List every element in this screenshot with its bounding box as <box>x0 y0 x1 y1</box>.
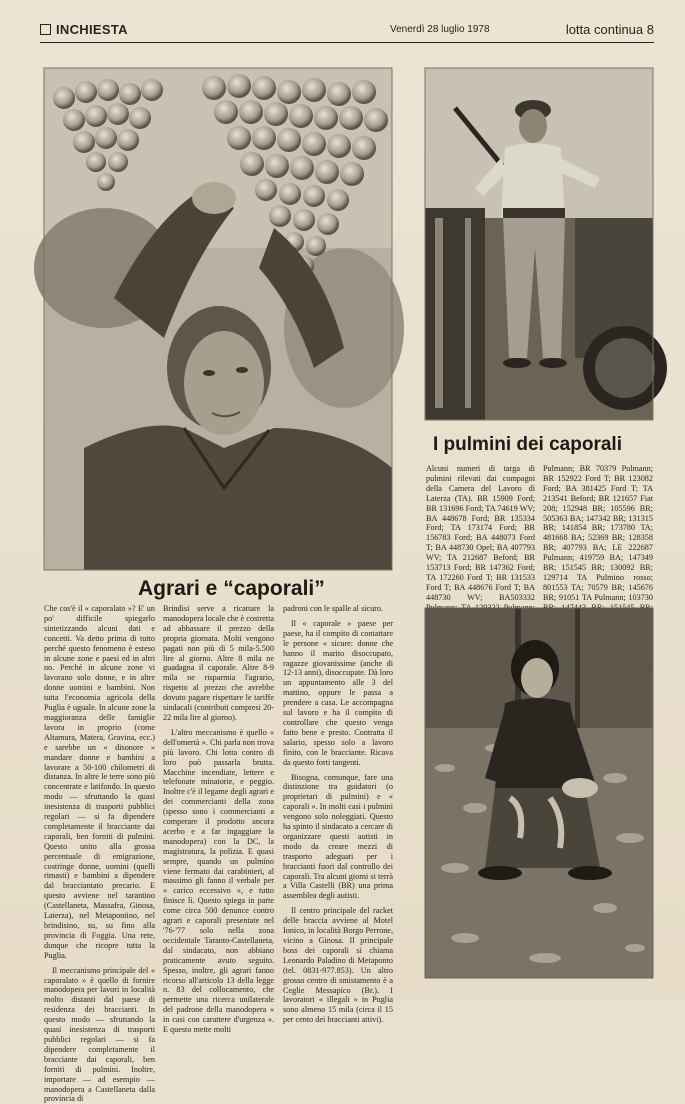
square-icon <box>40 24 51 35</box>
photo-woman-kneeling-field <box>425 608 653 978</box>
headline-pulmini: I pulmini dei caporali <box>433 434 622 455</box>
photo-woman-picking-grapes <box>44 68 392 570</box>
headline-agrari: Agrari e “caporali” <box>138 577 325 600</box>
paragraph: Il « caporale » paese per paese, ha il compito di contattare le persone « sicure: donne che hanno il marito disoccupato, ragazze giovanissime (anche di 12-13 anni), disoccupate. Dà loro un appuntamento alle 3 del mattino, oppure le passa a prendere a casa. Le accompagna sul lavoro e ha il compito di controllare che questo venga fatto bene e presto. Contratta il salario, spesso solo a lavoro finito, con le bracciante. Ricava da questo forti tangenti. <box>283 618 393 767</box>
paragraph: Brindisi serve a ricattare la manodopera locale che è costretta ad abbassare il prezzo della propria giornata. Molti vengono pagati non più di 5 mila-5.500 lire al giorno. Altre 8 mila ne guadagna il caporale. Altre 8-9 mila ne risparmia l'agrario, rispetto al prezzo che avrebbe dovuto pagare rispettare le tariffe sindacali (contributi compresi 20-22 mila lire al giorno). <box>163 604 274 722</box>
paragraph: L'altro meccanismo è quello « dell'omertà ». Chi parla non trova più lavoro. Chi lotta contro di loro può passarla brutta. Macchine incendiate, lettere e telefonate minatorie, e peggio. Inoltre c'è il legame degli agrari e dei commercianti della zona (spesso sono i commercianti a comperare il prodotto ancora acerbo e a far ingaggiare la manodopera) con la DC, la magistratura, la polizia. E quasi sempre, quando un pulmino viene fermato dai carabinieri, al massimo gli fanno il verbale per « carico eccessivo », e tutto finisce lì. Questo spiega in parte come circa 500 denunce contro agrari e caporali presentate nel '76-'77 solo nella zona occidentale Taranto-Castellaneta, dal sindacato, non abbiano praticamente avuto seguito. Spesso, inoltre, gli agrari fanno ricorso all'articolo 13 della legge n. 83 del collocamento, che permette una ricerca unilaterale del padrone della manodopera « in casi con carattere d'urgenza ». E questo mette molti <box>163 727 274 1035</box>
article-pulmini-col2 <box>543 464 653 604</box>
paragraph: Il meccanismo principale del « caporalato » è quello di fornire manodopera per lavori in località molto distanti dal paese di residenza dei braccianti. In questo modo — sfruttando la quasi inesistenza di trasporti pubblici regolari — si fa dipendere completamente il bracciante dai caporali, ben forniti di pulmini. Inoltre, importare — ad esempio — manodopera a Castellaneta dalla provincia di <box>44 965 155 1104</box>
paragraph: Il centro principale del racket delle braccia avviene al Motel Ionico, in località Borgo Perrone, vicino a Ginosa. Il principale boss dei caporali si chiama Leonardo Paladino di Metaponto (tel. 0831-977.853). Un altro grosso centro di smistamento è a Ceglie Messapico (Br.). I lavoratori « illegali » in Puglia sono almeno 15 mila (circa il 15 per cento dei braccianti attivi). <box>283 906 393 1025</box>
paragraph: Alcuni numeri di targa di pulmini rilevati dai compagni della Camera del Lavoro di Laterza (TA). BR 15909 Ford; BR 131696 Ford; TA 74619 WV; BA 448678 Ford; BR 135334 Ford; TA 173174 Ford; BR 156783 Ford; BA 448073 Ford T; BA 448730 Opel; BA 407793 WV; TA 212687 Beford; BR 153713 Ford; BR 147362 Ford; TA 172260 Ford T; BR 131533 Ford T; BA 448676 Ford T; BA 448730 WV; BA503332 <box>426 464 535 602</box>
article-agrari-col1 <box>44 604 155 1104</box>
issue-date: Venerdì 28 luglio 1978 <box>390 24 490 35</box>
section-label <box>40 22 128 37</box>
masthead: lotta continua 8 <box>565 22 654 37</box>
paragraph: Bisogna, comunque, fare una distinzione tra guidatori (o proprietari di pulmini) e « caporali ». In molti casi i pulmini vengono solo noleggiati. Questo ha spinto il sindacato a cercare di organizzare questi autisti in modo da creare mezzi di trasporto adeguati per i braccianti fuori dal controllo dei caporali. Tra alcuni giorni si terrà a Villa Castelli (BR) una prima assemblea degli autisti. <box>283 772 393 901</box>
paragraph: padroni con le spalle al sicuro. <box>283 604 384 613</box>
page-header <box>40 22 654 43</box>
paragraph: Pulmann; BR 70379 Pulmann; BR 152922 Ford T; BR 123082 Ford; BA 381425 Ford T; TA 213541 Beford; BR 121657 Fiat 208; 152948 BR; 105596 BR; 505363 BA; 147342 BR; 131315 BR; 141854 BR; 173780 TA; 481668 BA; 52369 BR; 128358 BR; 407793 BA; LE 222687 Pulmann; 419759 BA; 147349 BR; 151545 BR; 130092 BR; 129714 TA Pulmino rosso; 801553 TA; 70579 BR; 145676 BR; 91051 TA Pulmann; 103730 <box>543 464 653 602</box>
photo-man-with-hoe <box>425 68 653 420</box>
section-title: INCHIESTA <box>56 22 128 37</box>
paragraph: Che cos'è il « caporalato »? E' un po' difficile spiegarlo sintetizzando alcuni dati e concetti. Va detto prima di tutto perché questo fenomeno è esteso in alcune zone e paesi ed in altri no. Perché in alcune zone vi lavorano solo donne, e in altre donne uomini e bambini. Non tutta l'economia agricola della Puglia è uguale. In alcune zone la maggioranza delle famiglie lavora in proprio (come Altamura, Matera, Gravina, ecc.) e sarebbe un « disonore » mandare donne e bambini a lavorare a 50-100 chilometri di distanza. In altre le terre sono più concentrate e latifondo. In questo modo — sfruttando la quasi inesistenza di trasporti pubblici regolari — si fa dipendere completamente il bracciante dai caporali, ben forniti di pulmini. Questo unito alla grossa percentuale di emigrazione, costringe donne, uomini (quelli rimasti) e bambini a dipendere dal bracciantato precario. E questo avviene nel tarantino (Castellaneta, Massafra, Ginosa, Laterza), nel Metapontino, nel brindisino, su, su fino alla provincia di Foggia. Una rete, dunque che ricopre tutta la Puglia. <box>44 604 155 960</box>
article-agrari-col3 <box>283 604 393 1025</box>
article-agrari-col2 <box>163 604 274 1035</box>
article-pulmini-col1 <box>426 464 535 604</box>
